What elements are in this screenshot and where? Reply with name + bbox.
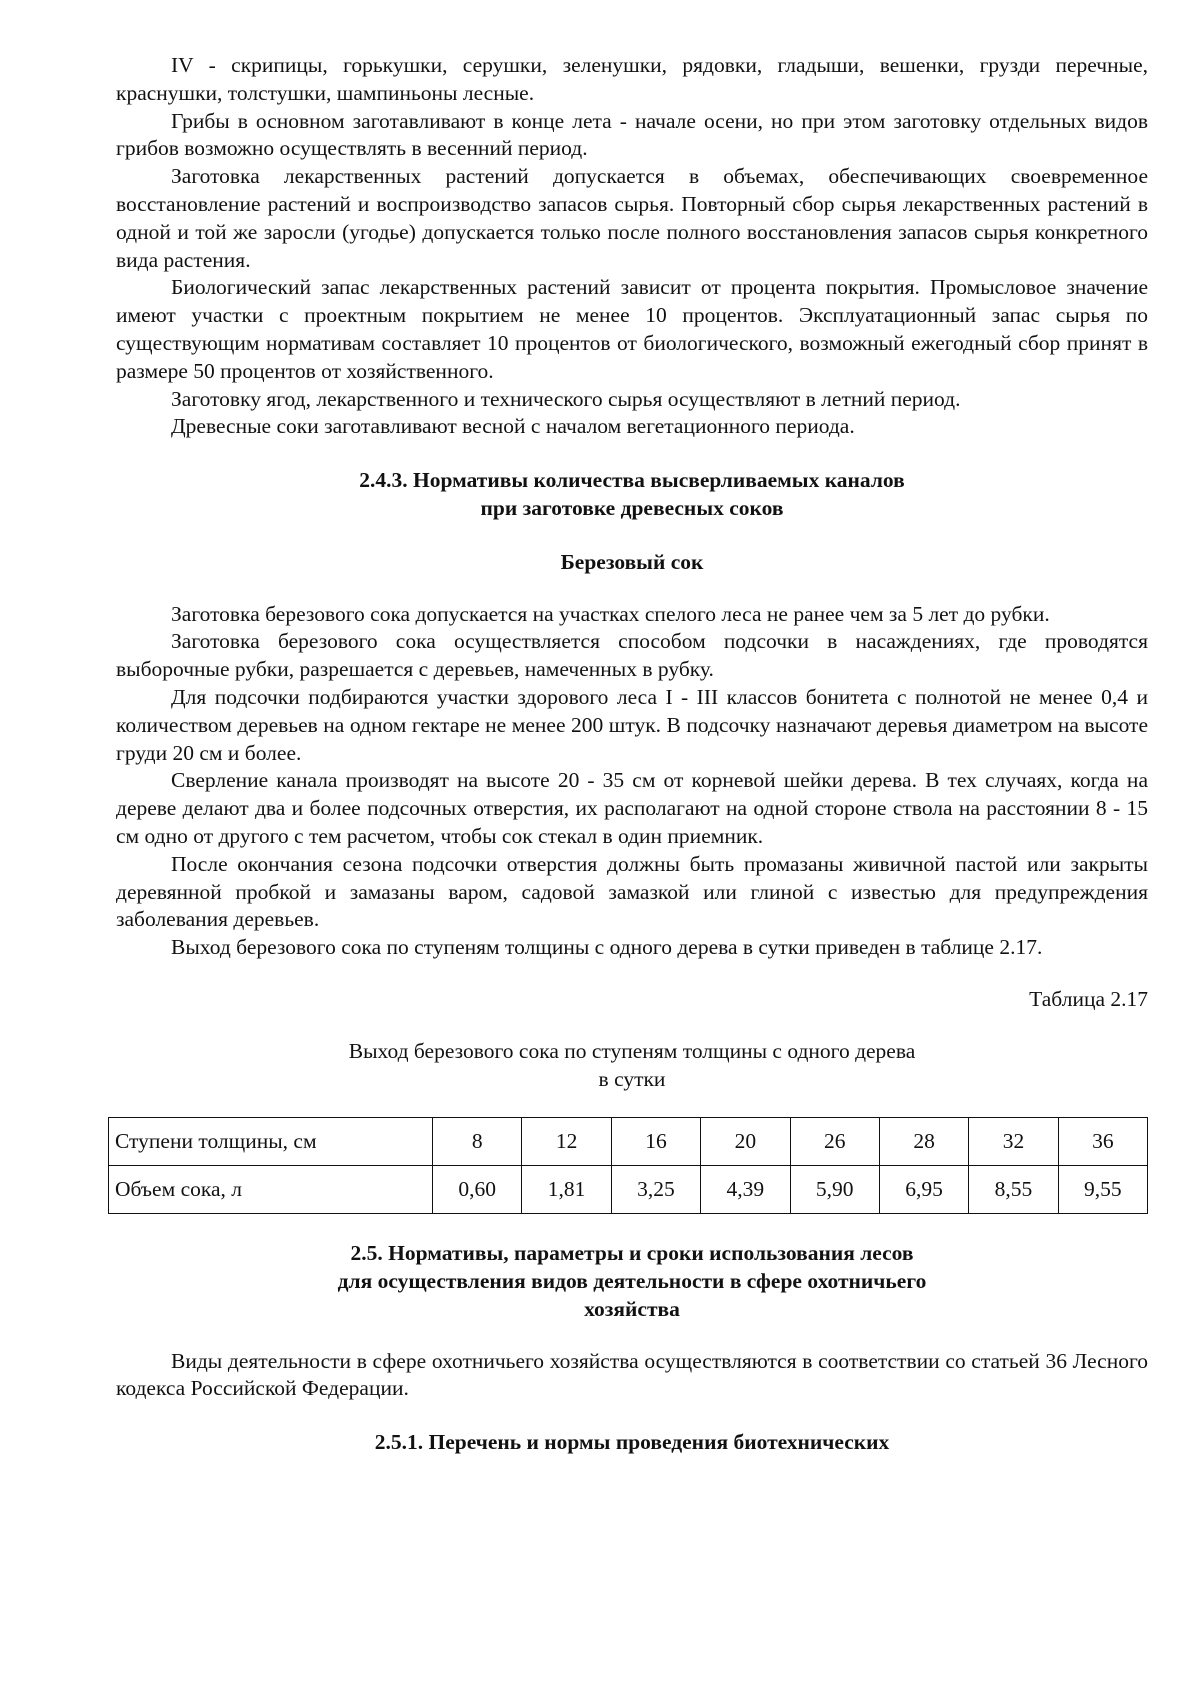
table-cell: 36 [1058,1118,1147,1166]
paragraph-birch-sap-sites: Для подсочки подбираются участки здорового леса I - III классов бонитета с полнотой не менее 0,4 и количеством деревьев на одном гектаре не менее 200 штук. В подсочку назначают деревья диаметром на высоте груди 20 см и более. [116,684,1148,765]
intro-text [116,52,1148,441]
table-caption [116,1038,1148,1094]
birch-sap-text [116,601,1148,962]
section-title-2-4-3 [116,467,1148,523]
paragraph-berries-season: Заготовку ягод, лекарственного и технического сырья осуществляют в летний период. [171,386,961,411]
table-cell: 4,39 [701,1166,790,1214]
table-cell: 1,81 [522,1166,611,1214]
table-cell: 16 [611,1118,700,1166]
table-row [109,1118,1148,1166]
table-row-header: Ступени толщины, см [109,1118,433,1166]
subsection-title-birch-sap: Березовый сок [560,549,704,574]
paragraph-tree-sap-season: Древесные соки заготавливают весной с началом вегетационного периода. [171,414,855,439]
paragraph-birch-sap-drilling: Сверление канала производят на высоте 20 - 35 см от корневой шейки дерева. В тех случаях, когда на дереве делают два и более подсочных отверстия, их располагают на одной стороне ствола на расстоянии 8 - 15 см одно от другого с тем расчетом, чтобы сок стекал в один приемник. [116,768,1148,848]
paragraph-birch-sap-yield: Выход березового сока по ступеням толщины с одного дерева в сутки приведен в таблице 2.17. [171,935,1043,960]
table-cell: 8,55 [969,1166,1058,1214]
section-title-line: хозяйства [584,1296,680,1321]
table-row [109,1166,1148,1214]
document-page [116,52,1148,1457]
section-title-2-5-1 [116,1429,1148,1457]
table-row-header: Объем сока, л [109,1166,433,1214]
table-label: Таблица 2.17 [1029,986,1148,1011]
paragraph-mushroom-group-iv: IV - скрипицы, горькушки, серушки, зеленушки, рядовки, гладыши, вешенки, грузди перечные, краснушки, толстушки, шампиньоны лесные. [116,53,1148,105]
paragraph-biological-stock: Биологический запас лекарственных растений зависит от процента покрытия. Промысловое значение имеют участки с проектным покрытием не менее 10 процентов. Эксплуатационный запас сырья по существующим нормативам составляет 10 процентов от биологического, возможный ежегодный сбор принят в размере 50 процентов от хозяйственного. [116,275,1148,383]
paragraph-birch-sap-method: Заготовка березового сока осуществляется способом подсочки в насаждениях, где проводятся выборочные рубки, разрешается с деревьев, намеченных в рубку. [116,629,1148,682]
section-title-2-5 [116,1240,1148,1323]
table-cell: 5,90 [790,1166,879,1214]
table-caption-line: Выход березового сока по ступеням толщины с одного дерева [348,1038,916,1063]
hunting-text [116,1348,1148,1404]
table-cell: 20 [701,1118,790,1166]
table-cell: 26 [790,1118,879,1166]
table-cell: 8 [433,1118,522,1166]
paragraph-hunting-activities: Виды деятельности в сфере охотничьего хозяйства осуществляются в соответствии со статьей 36 Лесного кодекса Российской Федерации. [116,1348,1148,1401]
section-title-line: для осуществления видов деятельности в сфере охотничьего [337,1269,927,1294]
section-title-line: при заготовке древесных соков [480,495,784,520]
section-title-line: 2.5. Нормативы, параметры и сроки использования лесов [350,1241,914,1266]
birch-sap-yield-table [108,1117,1148,1214]
table-cell: 28 [879,1118,968,1166]
table-cell: 6,95 [879,1166,968,1214]
table-cell: 32 [969,1118,1058,1166]
table-cell: 0,60 [433,1166,522,1214]
table-caption-line: в сутки [598,1066,666,1091]
section-title-line: 2.5.1. Перечень и нормы проведения биотехнических [374,1430,890,1455]
section-title-line: 2.4.3. Нормативы количества высверливаемых каналов [359,468,905,493]
paragraph-mushroom-season: Грибы в основном заготавливают в конце лета - начале осени, но при этом заготовку отдельных видов грибов возможно осуществлять в весенний период. [116,108,1148,161]
paragraph-birch-sap-closing: После окончания сезона подсочки отверстия должны быть промазаны живичной пастой или закрыты деревянной пробкой и замазаны варом, садовой замазкой или глиной с известью для предупреждения заболевания деревьев. [116,851,1148,932]
paragraph-birch-sap-allowed: Заготовка березового сока допускается на участках спелого леса не ранее чем за 5 лет до рубки. [171,601,1050,626]
table-cell: 3,25 [611,1166,700,1214]
table-cell: 9,55 [1058,1166,1147,1214]
paragraph-medicinal-volumes: Заготовка лекарственных растений допускается в объемах, обеспечивающих своевременное восстановление растений и воспроизводство запасов сырья. Повторный сбор сырья лекарственных растений в одной и той же заросли (угодье) допускается только после полного восстановления запасов сырья конкретного вида растения. [116,164,1148,272]
table-cell: 12 [522,1118,611,1166]
